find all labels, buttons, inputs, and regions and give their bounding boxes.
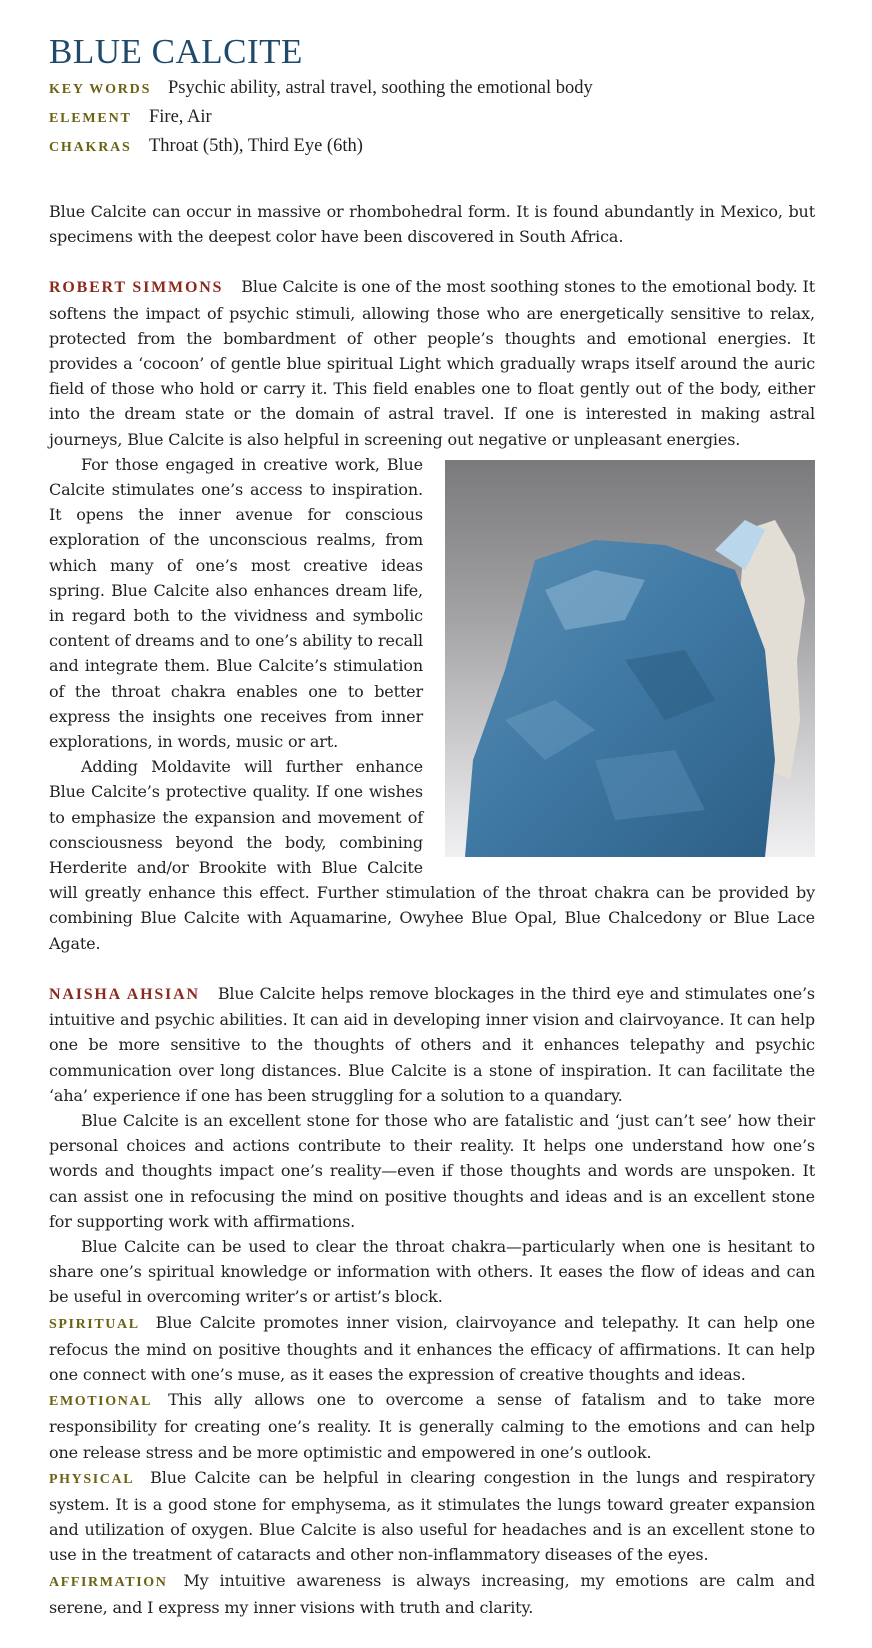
article-body [49,199,815,1620]
simmons-paragraph-3: Adding Moldavite will further enhance Blue Calcite’s protective quality. If one wishes to emphasize the expansion and movement of consciousness beyond the body, combining Herderite and/or Brookite with Blue Calcite will greatly enhance this effect. Further stimulation of the throat chakra can be provided by combining Blue Calcite with Aquamarine, Owyhee Blue Opal, Blue Chalcedony or Blue Lace Agate. [49,757,815,953]
section-emotional [49,1387,815,1465]
meta-value: Fire, Air [149,107,212,127]
meta-label: ELEMENT [49,111,132,126]
ahsian-paragraph-3: Blue Calcite can be used to clear the throat chakra—particularly when one is hesitant to share one’s spiritual knowledge or information with others. It eases the flow of ideas and can be useful in overcoming writer’s or artist’s block. [49,1236,815,1307]
section-spiritual [49,1310,815,1388]
section-label: AFFIRMATION [49,1574,168,1590]
ahsian-paragraph-1 [49,981,815,1108]
blue-calcite-photo [445,460,815,857]
meta-value: Psychic ability, astral travel, soothing the emotional body [168,78,593,98]
section-text: Blue Calcite promotes inner vision, clairvoyance and telepathy. It can help one refocus the mind on positive thoughts and it enhances the efficacy of affirmations. It can help one connect with one’s muse, as it eases the expression of creative thoughts and ideas. [49,1312,815,1384]
intro-paragraph: Blue Calcite can occur in massive or rhombohedral form. It is found abundantly in Mexico, but specimens with the deepest color have been discovered in South Africa. [49,202,815,247]
meta-label: CHAKRAS [49,140,132,155]
ahsian-paragraph-2: Blue Calcite is an excellent stone for those who are fatalistic and ‘just can’t see’ how their personal choices and actions contribute to their reality. It helps one understand how one’s words and thoughts impact one’s reality—even if those thoughts and words are unspoken. It can assist one in refocusing the mind on positive thoughts and ideas and is an excellent stone for supporting work with affirmations. [49,1110,815,1231]
meta-element [49,107,815,136]
section-label: SPIRITUAL [49,1316,140,1332]
paragraph-text: Blue Calcite is one of the most soothing stones to the emotional body. It softens the impact of psychic stimuli, allowing those who are energetically sensitive to relax, protected from the bombardment of other people’s thoughts and emotional energies. It provides a ‘cocoon’ of gentle blue spiritual Light which gradually wraps itself around the auric field of those who hold or carry it. This field enables one to float gently out of the body, either into the dream state or the domain of astral travel. If one is interested in making astral journeys, Blue Calcite is also helpful in screening out negative or unpleasant energies. [49,277,815,449]
meta-chakras [49,136,815,165]
simmons-paragraph-2: For those engaged in creative work, Blue Calcite stimulates one’s access to inspiration. It opens the inner avenue for conscious exploration of the unconscious realms, from which many of one’s most creative ideas spring. Blue Calcite also enhances dream life, in regard both to the vividness and symbolic content of dreams and to one’s ability to recall and integrate them. Blue Calcite’s stimulation of the throat chakra enables one to better express the insights one receives from inner explorations, in words, music or art. [49,454,423,752]
crystal-image [445,460,815,857]
section-physical [49,1465,815,1568]
section-text: Blue Calcite can be helpful in clearing congestion in the lungs and respiratory system. It is a good stone for emphysema, as it stimulates the lungs toward greater expansion and utilization of oxygen. Blue Calcite is also useful for headaches and is an excellent stone to use in the treatment of cataracts and other non-inflammatory diseases of the eyes. [49,1467,815,1565]
paragraph-text: Blue Calcite helps remove blockages in the third eye and stimulates one’s intuitive and psychic abilities. It can aid in developing inner vision and clairvoyance. It can help one be more sensitive to the thoughts of others and it enhances telepathy and psychic communication over long distances. Blue Calcite is a stone of inspiration. It can facilitate the ‘aha’ experience if one has been struggling for a solution to a quandary. [49,983,815,1105]
meta-value: Throat (5th), Third Eye (6th) [149,136,363,156]
meta-key-words [49,78,815,107]
section-text: My intuitive awareness is always increasing, my emotions are calm and serene, and I express my inner visions with truth and clarity. [49,1570,815,1617]
author-name: NAISHA AHSIAN [49,985,200,1003]
author-name: ROBERT SIMMONS [49,279,224,297]
meta-label: KEY WORDS [49,82,152,97]
section-label: PHYSICAL [49,1471,135,1487]
section-affirmation [49,1568,815,1620]
section-text: This ally allows one to overcome a sense of fatalism and to take more responsibility for creating one’s reality. It is generally calming to the emotions and can help one release stress and be more optimistic and empowered in one’s outlook. [49,1390,815,1462]
page [49,30,815,1620]
page-title: BLUE CALCITE [49,32,303,71]
simmons-paragraph-1 [49,274,815,451]
section-label: EMOTIONAL [49,1394,153,1410]
